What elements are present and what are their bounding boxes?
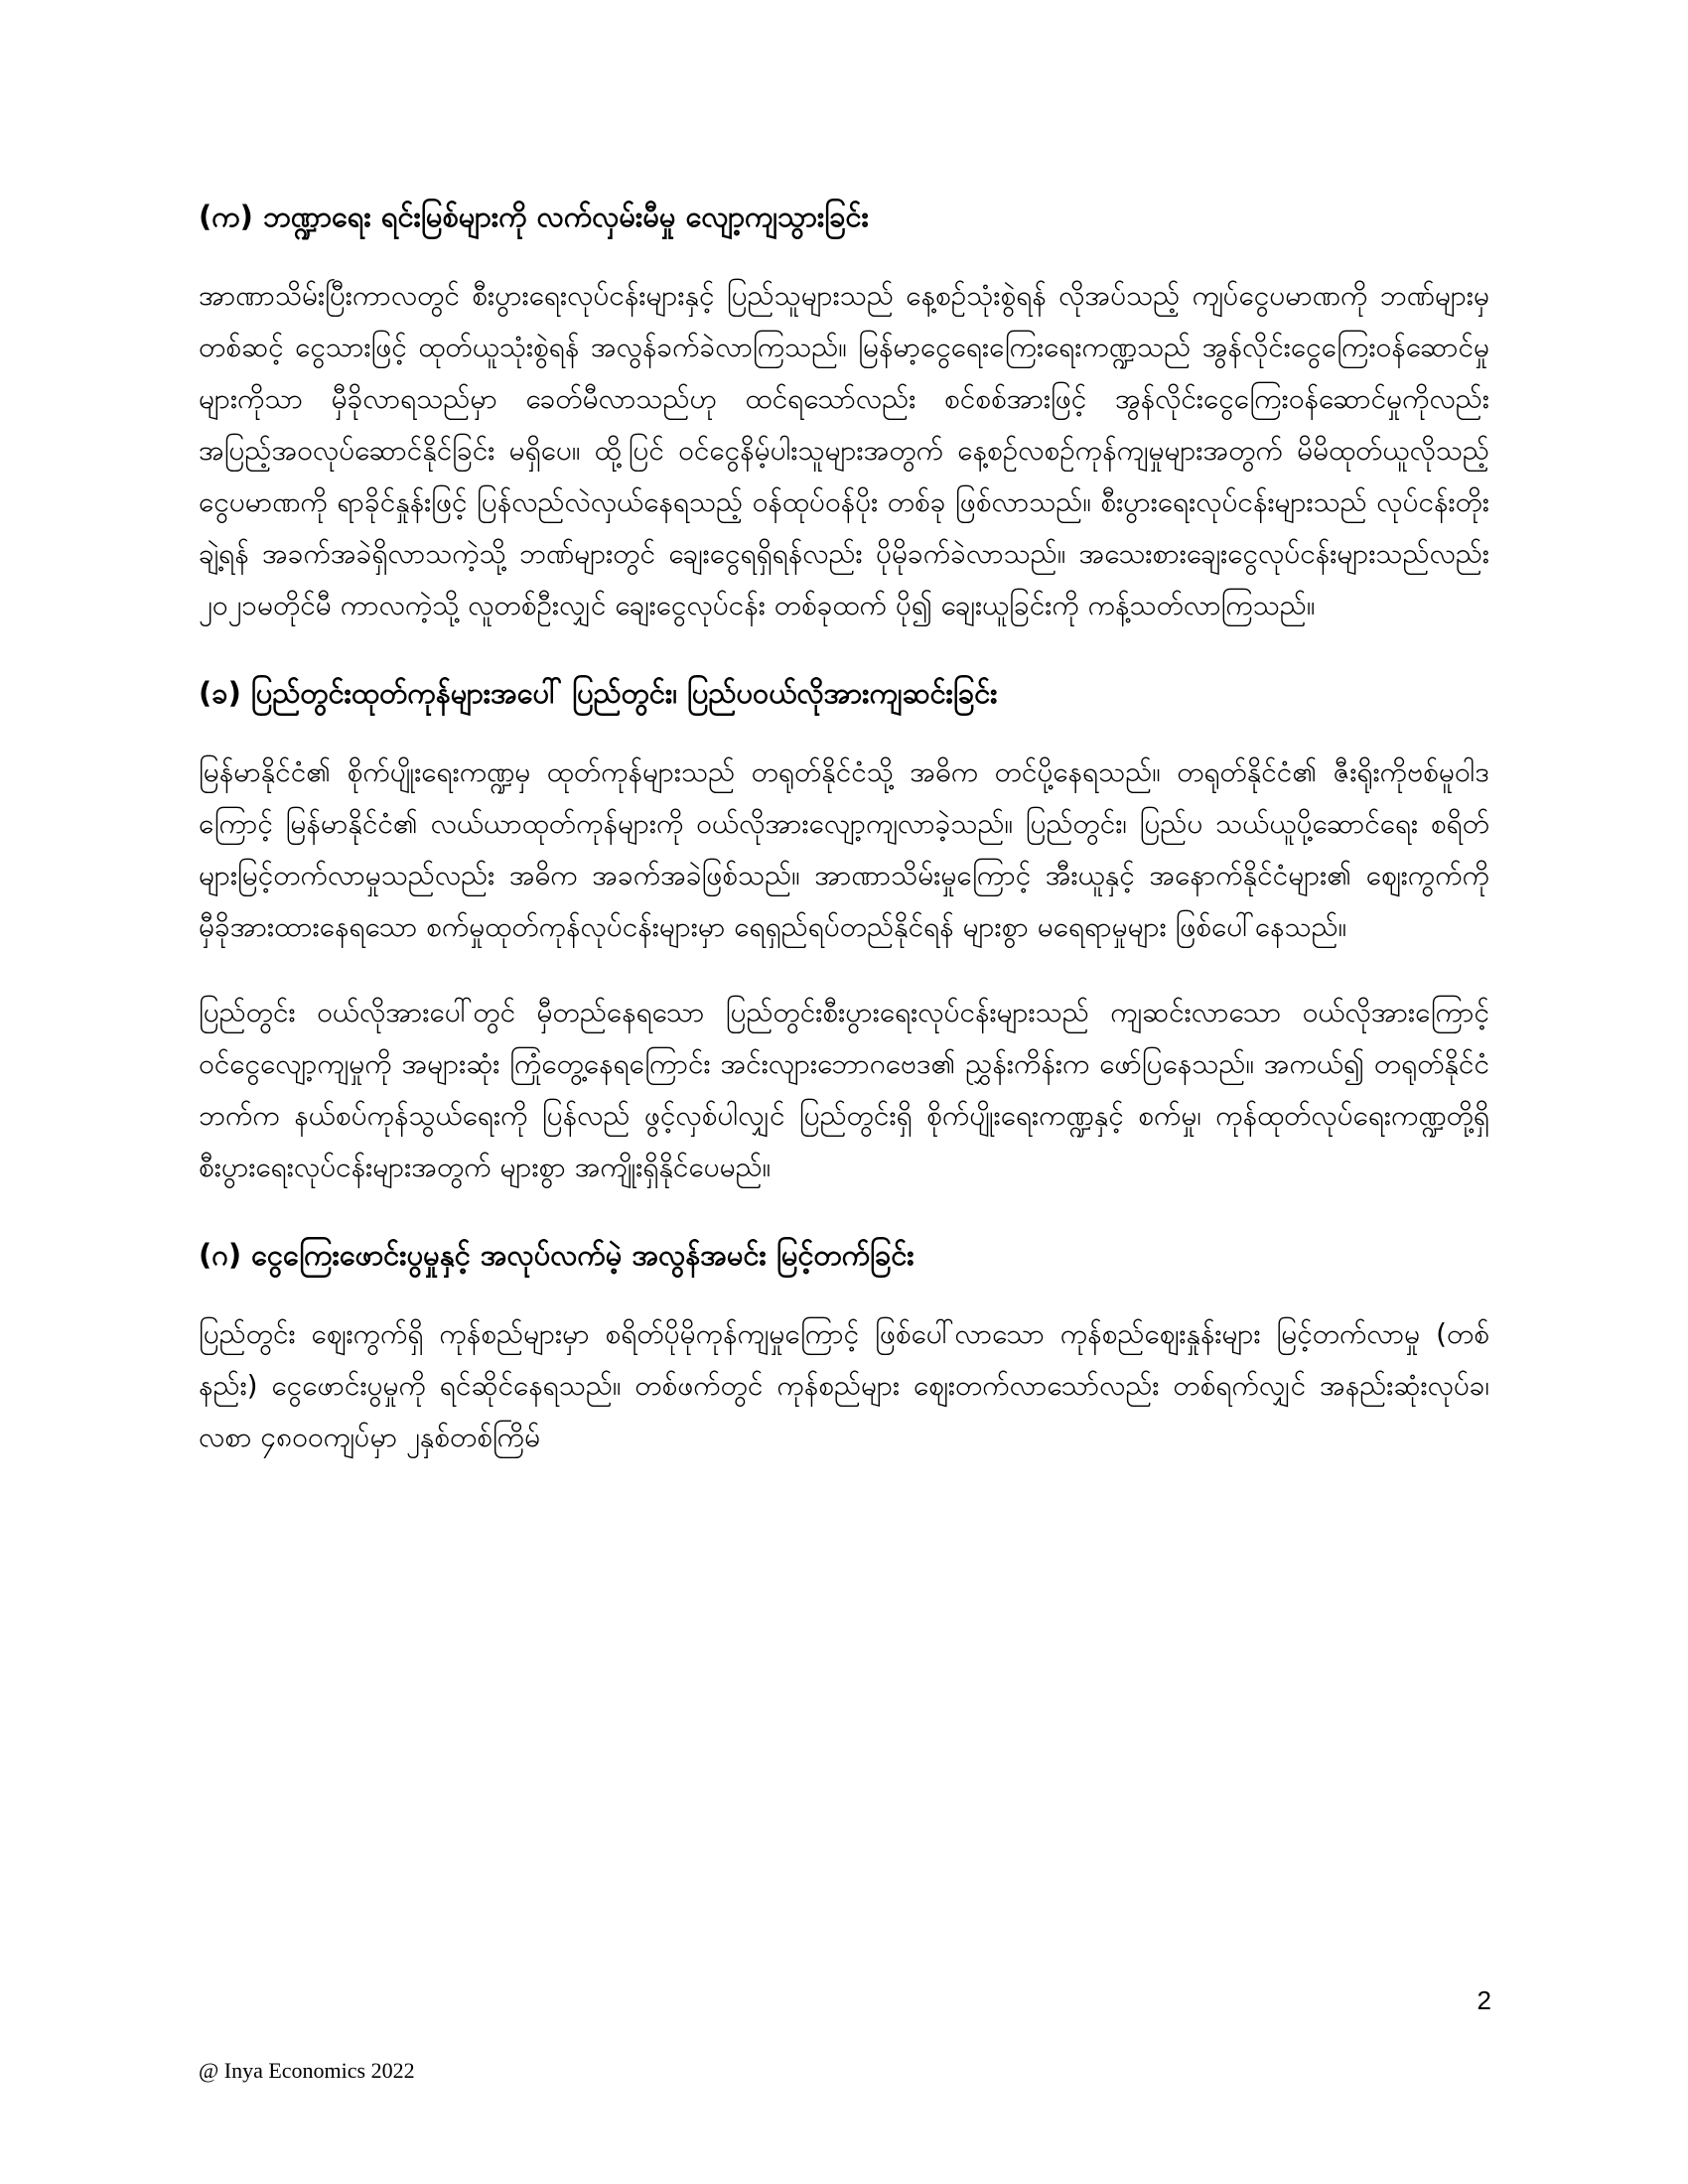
page-number: 2 xyxy=(1477,1985,1491,2015)
body-paragraph: ပြည်တွင်း ဝယ်လိုအားပေါ်တွင် မှီတည်နေရသော ပြည်တွင်းစီးပွားရေးလုပ်ငန်းများသည် ကျဆင်းလာသော ဝယ်လိုအားကြောင့် ဝင်ငွေလျော့ကျမှုကို အများဆုံး ကြုံတွေ့နေရကြောင်း အင်းလျားဘောဂဗေဒ၏ ညွှန်းကိန်းက ဖော်ပြနေသည်။ အကယ်၍ တရုတ်နိုင်ငံဘက်က နယ်စပ်ကုန်သွယ်ရေးကို ပြန်လည် ဖွင့်လှစ်ပါလျှင် ပြည်တွင်းရှိ စိုက်ပျိုးရေးကဏ္ဍနှင့် စက်မှု၊ ကုန်ထုတ်လုပ်ရေးကဏ္ဍတို့ရှိ စီးပွားရေးလုပ်ငန်းများအတွက် များစွာ အကျိုးရှိနိုင်ပေမည်။ xyxy=(199,996,1489,1183)
body-paragraph: မြန်မာနိုင်ငံ၏ စိုက်ပျိုးရေးကဏ္ဍမှ ထုတ်ကုန်များသည် တရုတ်နိုင်ငံသို့ အဓိက တင်ပို့နေရသည်။ တရုတ်နိုင်ငံ၏ ဇီးရိုးကိုဗစ်မူဝါဒကြောင့် မြန်မာနိုင်ငံ၏ လယ်ယာထုတ်ကုန်များကို ဝယ်လိုအားလျော့ကျလာခဲ့သည်။ ပြည်တွင်း၊ ပြည်ပ သယ်ယူပို့ဆောင်ရေး စရိတ်များမြင့်တက်လာမှုသည်လည်း အဓိက အခက်အခဲဖြစ်သည်။ အာဏာသိမ်းမှုကြောင့် အီးယူနှင့် အနောက်နိုင်ငံများ၏ ဈေးကွက်ကို မှီခိုအားထားနေရသော စက်မှုထုတ်ကုန်လုပ်ငန်းများမှာ ရေရှည်ရပ်တည်နိုင်ရန် များစွာ မရေရာမှုများ ဖြစ်ပေါ်နေသည်။ xyxy=(199,755,1489,943)
section-ga xyxy=(199,1227,1489,1463)
section-kha xyxy=(199,665,1489,1193)
body-paragraph: ပြည်တွင်း ဈေးကွက်ရှိ ကုန်စည်များမှာ စရိတ်ပိုမိုကုန်ကျမှုကြောင့် ဖြစ်ပေါ်လာသော ကုန်စည်ဈေးနှုန်းများ မြင့်တက်လာမှု (တစ်နည်း) ငွေဖောင်းပွမှုကို ရင်ဆိုင်နေရသည်။ တစ်ဖက်တွင် ကုန်စည်များ ဈေးတက်လာသော်လည်း တစ်ရက်လျှင် အနည်းဆုံးလုပ်ခ၊ လစာ ၄၈၀၀ကျပ်မှာ ၂နှစ်တစ်ကြိမ် xyxy=(199,1317,1489,1453)
section-heading: (ဂ) ငွေကြေးဖောင်းပွမှုနှင့် အလုပ်လက်မဲ့ အလွန်အမင်း မြင့်တက်ခြင်း xyxy=(199,1238,914,1272)
body-paragraph: အာဏာသိမ်းပြီးကာလတွင် စီးပွားရေးလုပ်ငန်းများနှင့် ပြည်သူများသည် နေ့စဉ်သုံးစွဲရန် လိုအပ်သည့် ကျပ်ငွေပမာဏကို ဘဏ်များမှ တစ်ဆင့် ငွေသားဖြင့် ထုတ်ယူသုံးစွဲရန် အလွန်ခက်ခဲလာကြသည်။ မြန်မာ့ငွေရေးကြေးရေးကဏ္ဍသည် အွန်လိုင်းငွေကြေးဝန်ဆောင်မှုများကိုသာ မှီခိုလာရသည်မှာ ခေတ်မီလာသည်ဟု ထင်ရသော်လည်း စင်စစ်အားဖြင့် အွန်လိုင်းငွေကြေးဝန်ဆောင်မှုကိုလည်း အပြည့်အဝလုပ်ဆောင်နိုင်ခြင်း မရှိပေ။ ထို့ပြင် ဝင်ငွေနိမ့်ပါးသူများအတွက် နေ့စဉ်လစဉ်ကုန်ကျမှုများအတွက် မိမိထုတ်ယူလိုသည့် ငွေပမာဏကို ရာခိုင်နှုန်းဖြင့် ပြန်လည်လဲလှယ်နေရသည့် ဝန်ထုပ်ဝန်ပိုး တစ်ခု ဖြစ်လာသည်။ စီးပွားရေးလုပ်ငန်းများသည် လုပ်ငန်းတိုးချဲ့ရန် အခက်အခဲရှိလာသကဲ့သို့ ဘဏ်များတွင် ချေးငွေရရှိရန်လည်း ပိုမိုခက်ခဲလာသည်။ အသေးစားချေးငွေလုပ်ငန်းများသည်လည်း ၂၀၂၁မတိုင်မီ ကာလကဲ့သို့ လူတစ်ဦးလျှင် ချေးငွေလုပ်ငန်း တစ်ခုထက် ပို၍ ချေးယူခြင်းကို ကန့်သတ်လာကြသည်။ xyxy=(199,279,1489,621)
section-heading: (ခ) ပြည်တွင်းထုတ်ကုန်များအပေါ် ပြည်တွင်း၊ ပြည်ပဝယ်လိုအားကျဆင်းခြင်း xyxy=(199,676,998,710)
footer-copyright: @ Inya Economics 2022 xyxy=(199,2058,415,2083)
section-ka xyxy=(199,189,1489,631)
page-content xyxy=(199,189,1489,1497)
section-heading: (က) ဘဏ္ဍာရေး ရင်းမြစ်များကို လက်လှမ်းမီမှု လျော့ကျသွားခြင်း xyxy=(199,200,869,233)
